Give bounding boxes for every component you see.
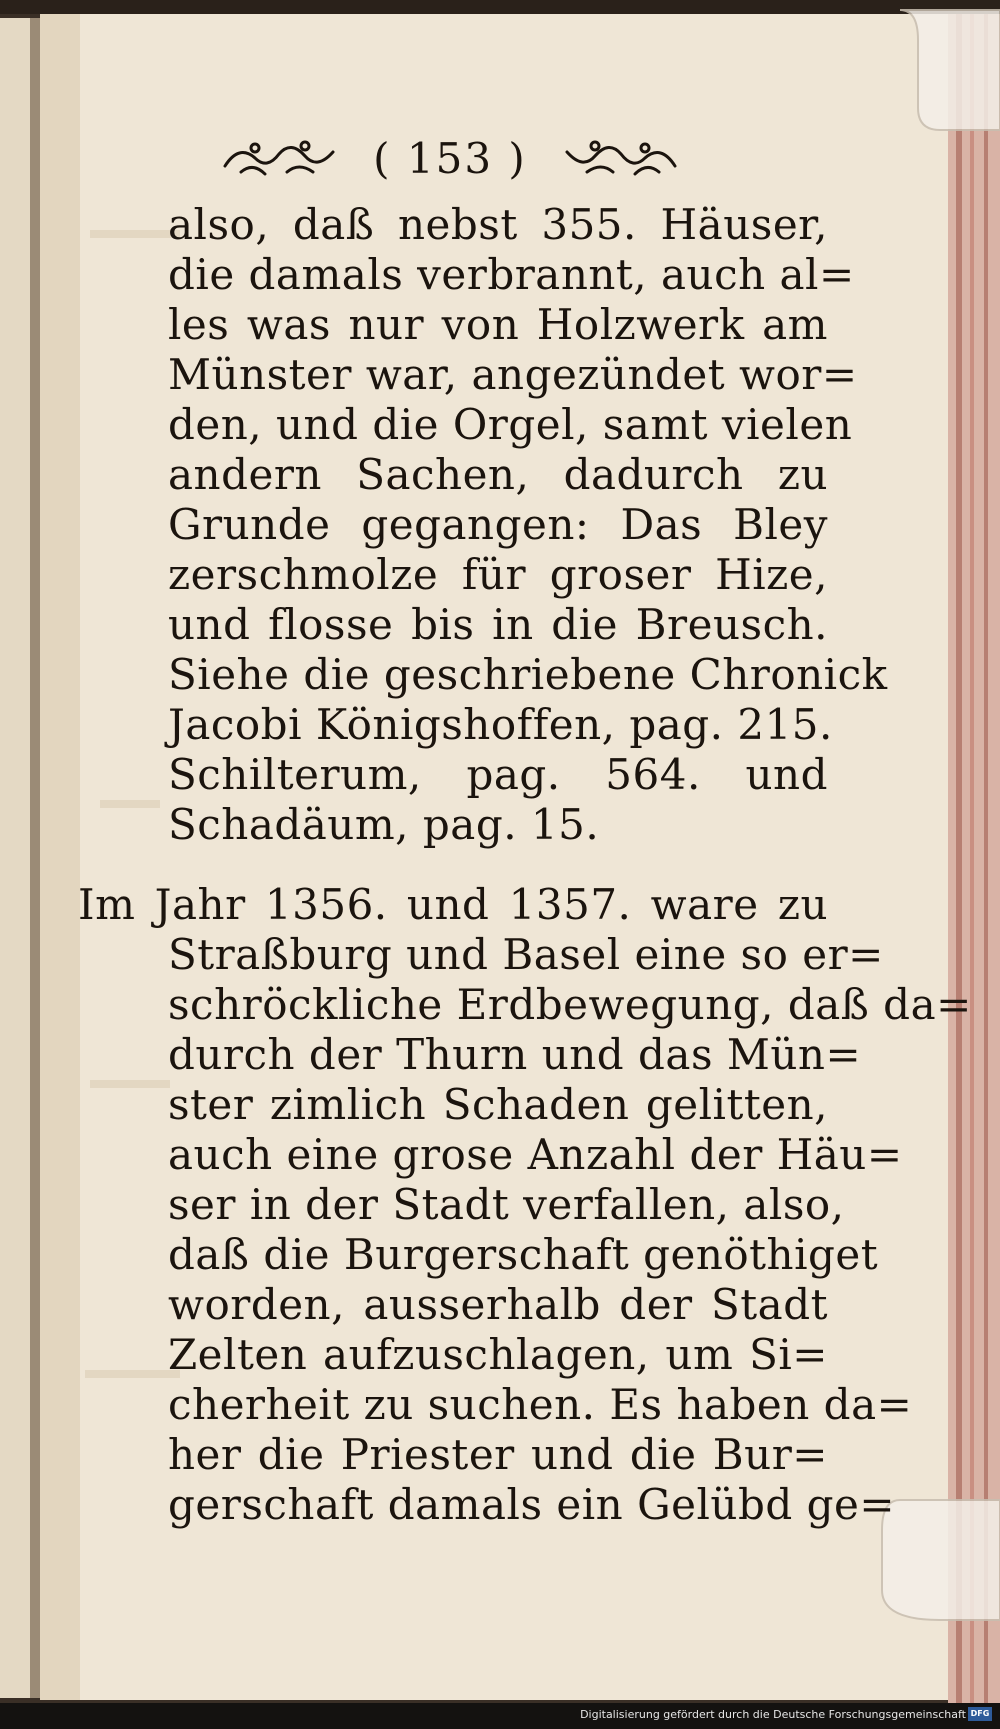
text-line: den, und die Orgel, samt vielen [168,400,853,449]
text-line: die damals verbrannt, auch al= [168,250,855,299]
text-line: Straßburg und Basel eine so er= [168,930,884,979]
text-line: daß die Burgerschaft genöthiget [168,1230,879,1279]
text-line: zerschmolze für groser Hize, [168,550,828,599]
text-line: gerschaft damals ein Gelübd ge= [168,1480,896,1529]
text-line: ster zimlich Schaden gelitten, [168,1080,828,1129]
text-line: Schilterum, pag. 564. und [168,750,828,799]
text-line: les was nur von Holzwerk am [168,300,828,349]
text-line: cherheit zu suchen. Es haben da= [168,1380,913,1429]
text-line: und flosse bis in die Breusch. [168,600,828,649]
text-line: also, daß nebst 355. Häuser, [168,200,828,249]
text-line: Zelten aufzuschlagen, um Si= [168,1330,828,1379]
footer-credit: Digitalisierung gefördert durch die Deutsche Forschungsgemeinschaft [580,1708,966,1721]
text-line: andern Sachen, dadurch zu [168,450,828,499]
text-line: ser in der Stadt verfallen, also, [168,1180,845,1229]
dfg-logo: DFG [968,1707,992,1721]
text-line: Grunde gegangen: Das Bley [168,500,828,549]
text-line: Schadäum, pag. 15. [168,800,600,849]
text-line: durch der Thurn und das Mün= [168,1030,862,1079]
text-line: auch eine grose Anzahl der Häu= [168,1130,903,1179]
right-ornament-icon [561,136,679,180]
text-line: schröckliche Erdbewegung, daß da= [168,980,972,1029]
text-line: Münster war, angezündet wor= [168,350,858,399]
text-line: her die Priester und die Bur= [168,1430,828,1479]
left-ornament-icon [221,136,339,180]
text-line: Siehe die geschriebene Chronick [168,650,888,699]
text-line: worden, ausserhalb der Stadt [168,1280,828,1329]
text-line: Jacobi Königshoffen, pag. 215. [168,700,833,749]
page-header [190,128,710,188]
page-number: ( 153 ) [373,133,527,183]
paragraph-first-line: Im Jahr 1356. und 1357. ware zu [78,880,828,929]
